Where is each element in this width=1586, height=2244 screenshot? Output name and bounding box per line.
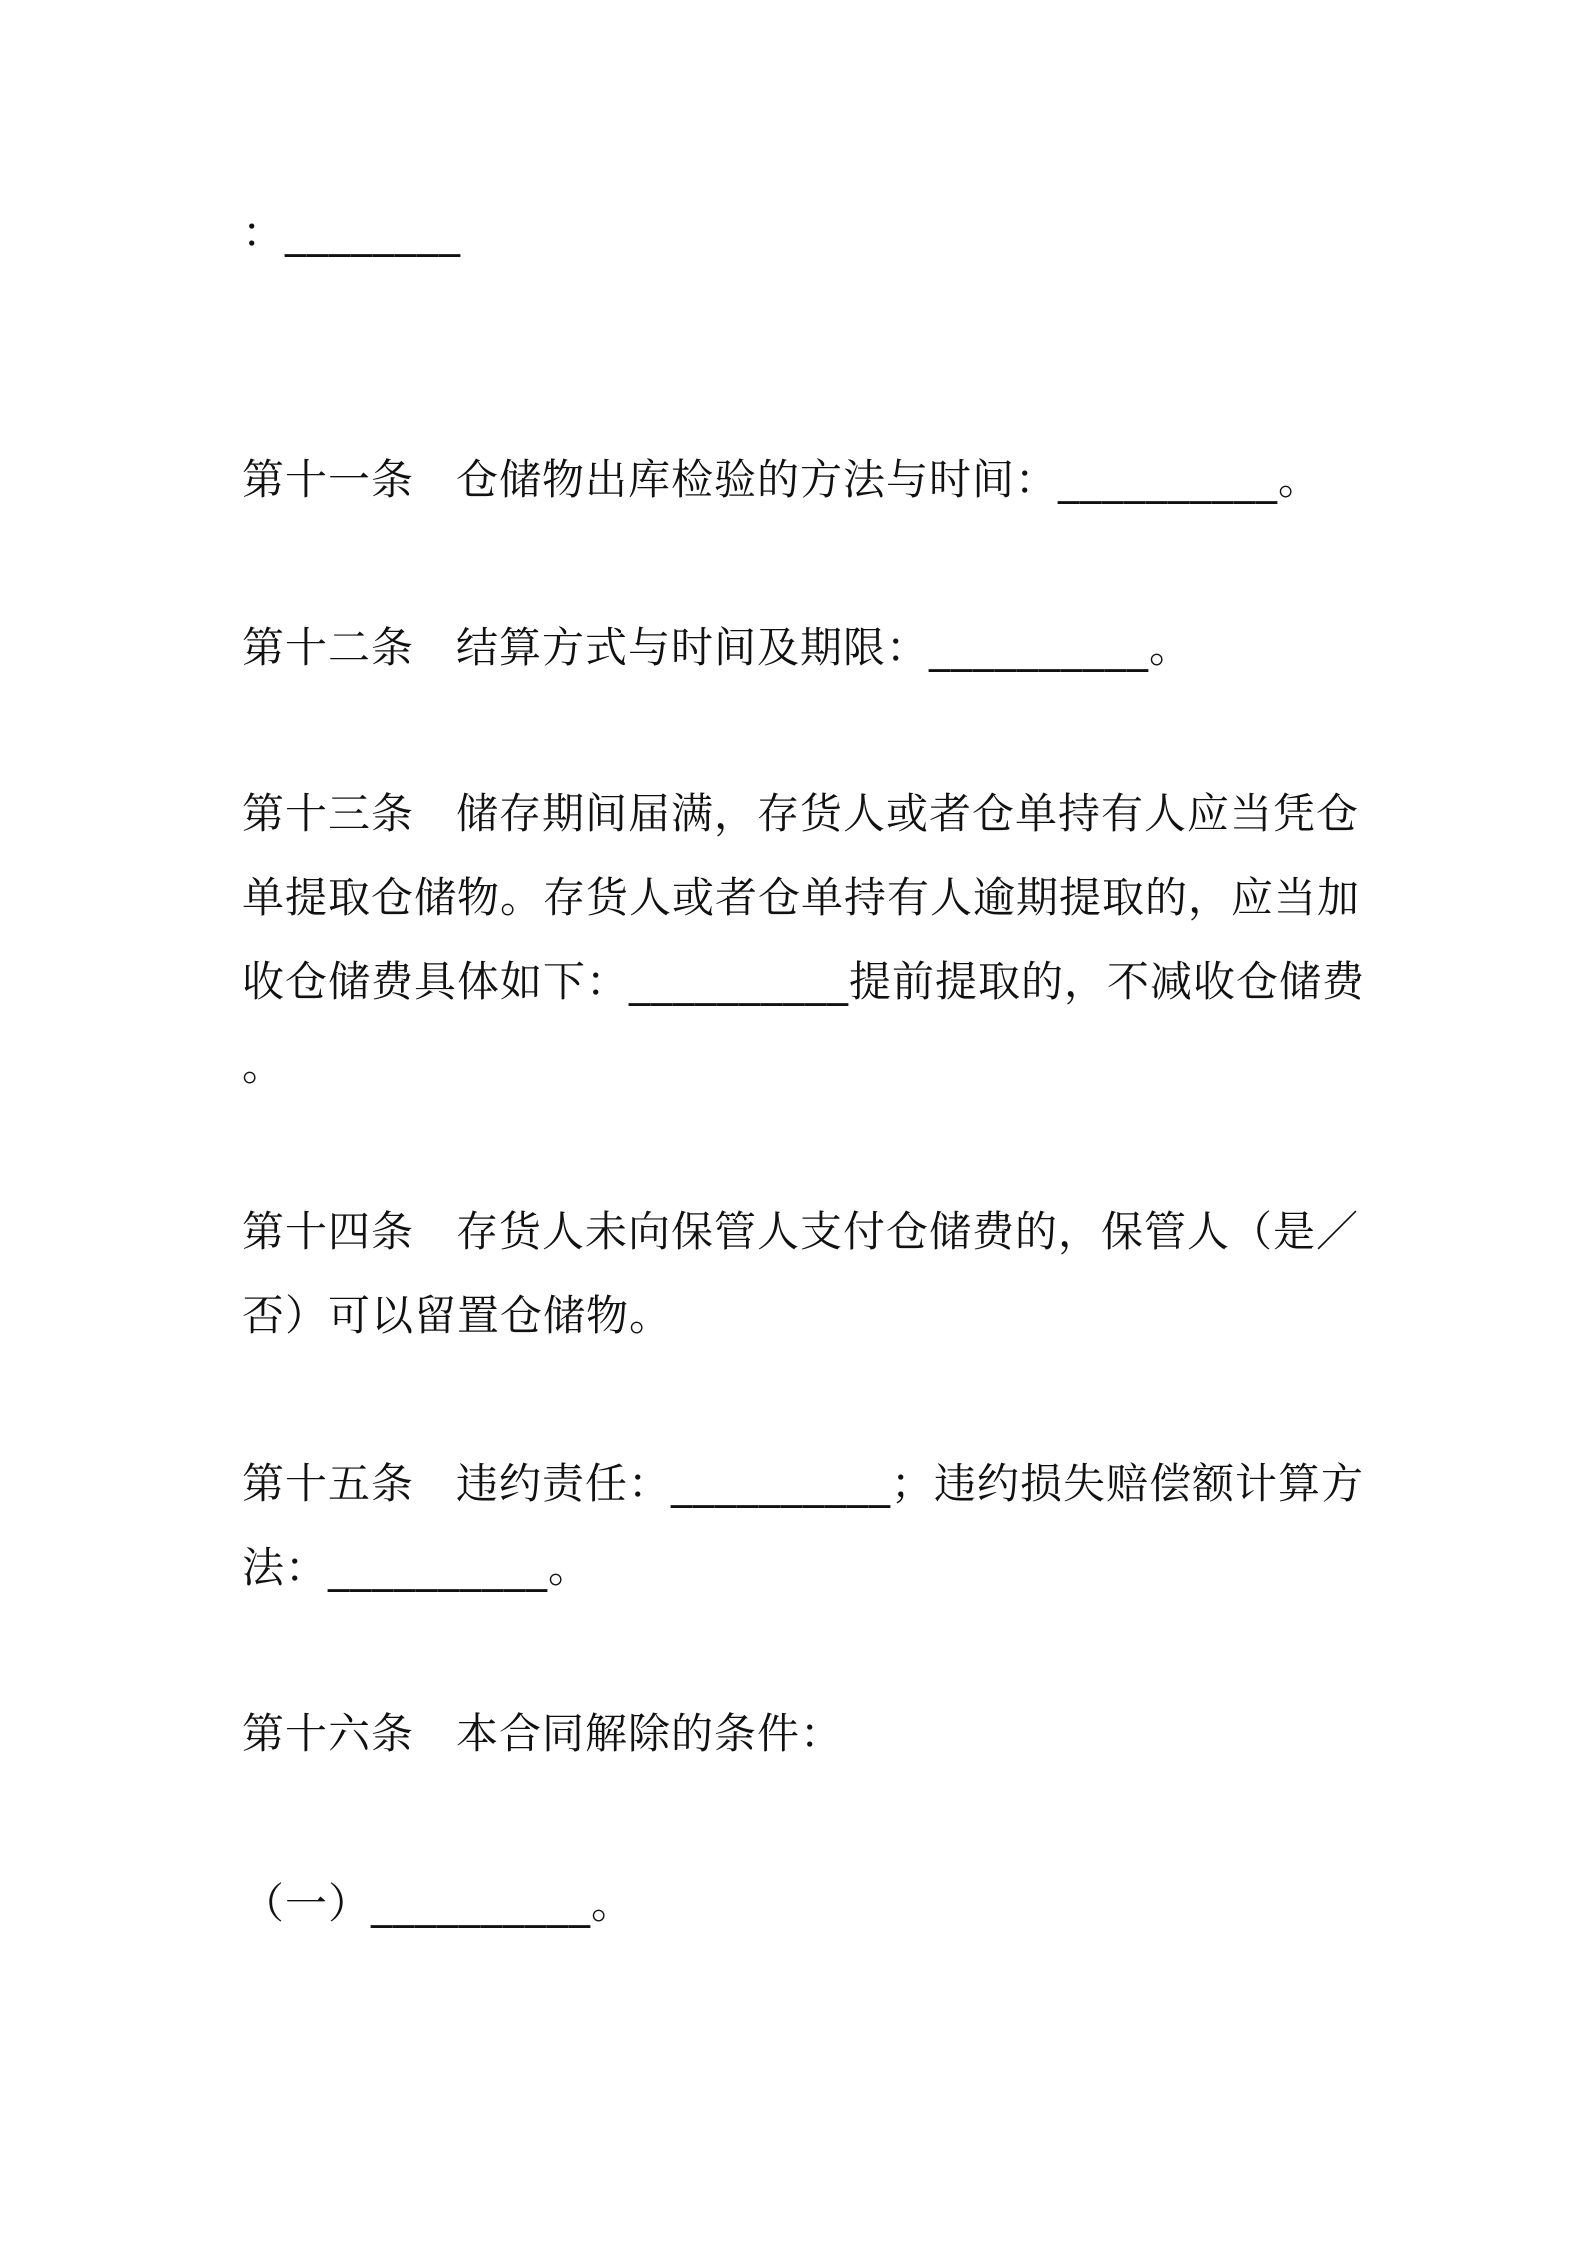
article-11 [242,452,1321,508]
article-label: 第十三条 [242,789,415,838]
article-text: 结算方式与时间及期限：__________。 [456,623,1193,672]
article-13-line-4: 。 [242,1041,286,1090]
article-label: 第十四条 [242,1207,415,1256]
article-text: 违约责任：__________；违约损失赔偿额计算方 [456,1459,1365,1508]
article-13-line-3: 收仓储费具体如下：__________提前提取的，不减收仓储费 [242,957,1366,1006]
article-12 [242,620,1192,676]
article-text: 存货人未向保管人支付仓储费的，保管人（是／ [456,1207,1360,1256]
article-15 [242,1456,1364,1512]
item-1: （一）__________。 [242,1879,635,1928]
fragment-line: ：________ [242,208,462,257]
article-14-line-2: 否）可以留置仓储物。 [242,1291,673,1340]
article-15-line-2: 法：__________。 [242,1543,592,1592]
article-14 [242,1204,1359,1260]
article-text: 储存期间届满，存货人或者仓单持有人应当凭仓 [456,789,1360,838]
article-13-line-2: 单提取仓储物。存货人或者仓单持有人逾期提取的，应当加 [242,873,1361,922]
article-text: 本合同解除的条件： [456,1709,844,1758]
article-16 [242,1706,843,1762]
article-label: 第十五条 [242,1459,415,1508]
article-text: 仓储物出库检验的方法与时间：__________。 [456,455,1322,504]
article-label: 第十二条 [242,623,415,672]
article-label: 第十一条 [242,455,415,504]
article-13 [242,786,1359,842]
article-label: 第十六条 [242,1709,415,1758]
